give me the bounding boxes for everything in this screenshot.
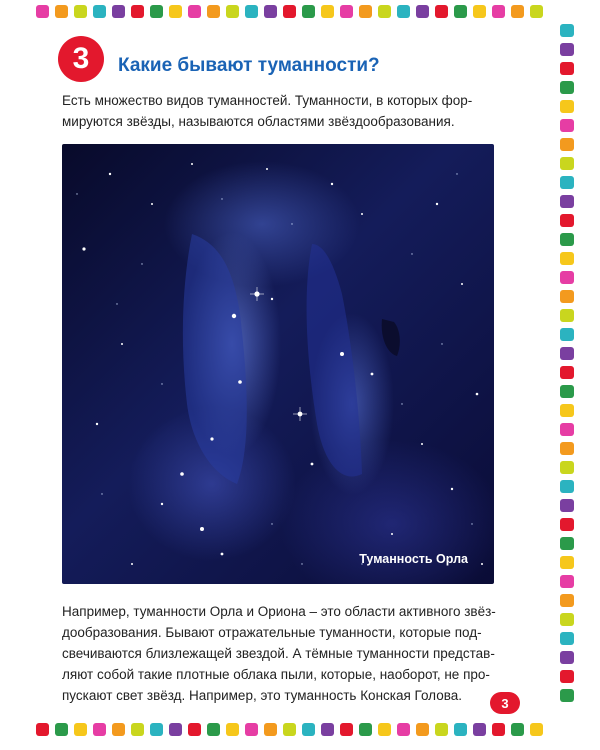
- border-square: [359, 723, 372, 736]
- border-square: [560, 499, 574, 512]
- border-square: [560, 138, 574, 151]
- border-square: [321, 723, 334, 736]
- border-square: [283, 723, 296, 736]
- border-square: [560, 290, 574, 303]
- border-square: [560, 309, 574, 322]
- border-dots-top: [36, 5, 543, 18]
- border-square: [560, 157, 574, 170]
- border-square: [112, 723, 125, 736]
- border-square: [560, 119, 574, 132]
- border-square: [560, 632, 574, 645]
- border-square: [283, 5, 296, 18]
- border-square: [560, 43, 574, 56]
- border-square: [340, 723, 353, 736]
- border-square: [560, 271, 574, 284]
- border-square: [560, 442, 574, 455]
- border-square: [397, 5, 410, 18]
- border-square: [560, 689, 574, 702]
- border-square: [245, 5, 258, 18]
- border-square: [560, 195, 574, 208]
- page-number-badge: 3: [490, 692, 520, 714]
- border-square: [416, 723, 429, 736]
- border-square: [560, 385, 574, 398]
- border-square: [416, 5, 429, 18]
- border-square: [131, 5, 144, 18]
- body-line: ляют собой такие плотные облака пыли, которые, наоборот, не про-: [62, 667, 490, 682]
- star-field: [62, 144, 494, 584]
- border-square: [435, 723, 448, 736]
- border-square: [378, 5, 391, 18]
- border-square: [560, 575, 574, 588]
- body-paragraph: [62, 601, 502, 706]
- border-square: [36, 723, 49, 736]
- border-square: [359, 5, 372, 18]
- border-square: [55, 723, 68, 736]
- border-square: [560, 24, 574, 37]
- border-square: [131, 723, 144, 736]
- border-square: [150, 723, 163, 736]
- border-square: [530, 5, 543, 18]
- photo-caption: Туманность Орла: [359, 552, 468, 566]
- border-square: [302, 5, 315, 18]
- border-square: [454, 5, 467, 18]
- border-square: [245, 723, 258, 736]
- border-square: [454, 723, 467, 736]
- border-dots-right: [560, 24, 574, 702]
- border-square: [226, 5, 239, 18]
- border-square: [264, 5, 277, 18]
- body-line: Например, туманности Орла и Ориона – это области активного звёз-: [62, 604, 496, 619]
- intro-line: Есть множество видов туманностей. Туманности, в которых фор-: [62, 93, 473, 108]
- body-line: свечиваются близлежащей звездой. А тёмные туманности представ-: [62, 646, 495, 661]
- body-line: пускают свет звёзд. Например, это туманность Конская Голова.: [62, 688, 462, 703]
- border-square: [560, 252, 574, 265]
- border-square: [473, 5, 486, 18]
- border-square: [560, 233, 574, 246]
- border-square: [169, 723, 182, 736]
- border-square: [511, 5, 524, 18]
- border-square: [560, 480, 574, 493]
- border-square: [492, 723, 505, 736]
- border-square: [560, 518, 574, 531]
- border-square: [560, 556, 574, 569]
- border-square: [36, 5, 49, 18]
- border-dots-bottom: [36, 723, 543, 736]
- border-square: [560, 461, 574, 474]
- border-square: [340, 5, 353, 18]
- border-square: [264, 723, 277, 736]
- border-square: [560, 594, 574, 607]
- border-square: [55, 5, 68, 18]
- border-square: [560, 670, 574, 683]
- intro-line: мируются звёзды, называются областями звёздообразования.: [62, 114, 455, 129]
- eagle-nebula-photo: [62, 144, 494, 584]
- border-square: [169, 5, 182, 18]
- border-square: [188, 5, 201, 18]
- border-square: [93, 5, 106, 18]
- section-title: Какие бывают туманности?: [118, 55, 380, 76]
- border-square: [511, 723, 524, 736]
- border-square: [560, 404, 574, 417]
- border-square: [112, 5, 125, 18]
- border-square: [321, 5, 334, 18]
- border-square: [560, 81, 574, 94]
- border-square: [560, 347, 574, 360]
- border-square: [74, 5, 87, 18]
- border-square: [150, 5, 163, 18]
- border-square: [473, 723, 486, 736]
- border-square: [74, 723, 87, 736]
- border-square: [435, 5, 448, 18]
- border-square: [378, 723, 391, 736]
- border-square: [302, 723, 315, 736]
- border-square: [226, 723, 239, 736]
- border-square: [560, 651, 574, 664]
- intro-paragraph: [62, 90, 512, 132]
- border-square: [560, 366, 574, 379]
- border-square: [560, 100, 574, 113]
- border-square: [188, 723, 201, 736]
- body-line: дообразования. Бывают отражательные туманности, которые под-: [62, 625, 482, 640]
- border-square: [560, 328, 574, 341]
- border-square: [207, 723, 220, 736]
- border-square: [530, 723, 543, 736]
- border-square: [560, 537, 574, 550]
- border-square: [560, 62, 574, 75]
- section-number-badge: 3: [58, 36, 104, 82]
- border-square: [560, 423, 574, 436]
- border-square: [560, 613, 574, 626]
- border-square: [93, 723, 106, 736]
- border-square: [207, 5, 220, 18]
- border-square: [560, 214, 574, 227]
- border-square: [397, 723, 410, 736]
- border-square: [492, 5, 505, 18]
- border-square: [560, 176, 574, 189]
